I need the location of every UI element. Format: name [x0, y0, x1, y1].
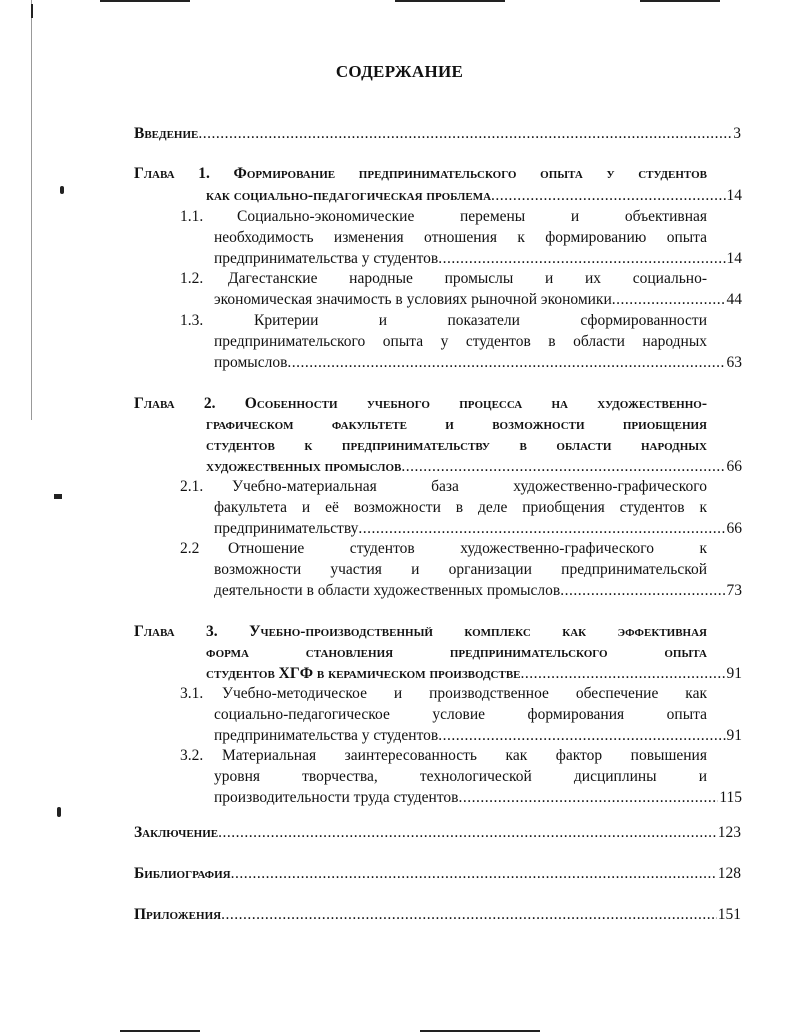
- section-3-2-title-cont: уровня творчества, технологической дисциплины и: [214, 768, 707, 785]
- toc-entry-2-2[interactable]: [214, 581, 742, 601]
- section-1-2-title-end: экономическая значимость в условиях рыночной экономики: [214, 291, 612, 308]
- toc-entry-1-2[interactable]: [214, 290, 742, 310]
- section-2-1-title-cont: факультета и её возможности в деле приобщения студентов к: [214, 499, 707, 516]
- leader-dots: [458, 788, 718, 808]
- page-title: СОДЕРЖАНИЕ: [335, 62, 464, 81]
- section-2-2-title[interactable]: Отношение студентов художественно-графического к: [228, 540, 707, 557]
- scan-bottom-line: [420, 1030, 540, 1032]
- toc-page-number: 151: [717, 906, 741, 923]
- toc-page-number: 123: [717, 824, 741, 841]
- toc-entry-bibliography[interactable]: [134, 864, 741, 884]
- chapter-2-title[interactable]: Глава 2. Особенности учебного процесса на художественно-: [134, 395, 707, 412]
- leader-dots: [358, 519, 725, 539]
- chapter-2-title-cont: графическом факультете и возможности приобщения: [206, 416, 707, 433]
- scan-top-line: [640, 0, 720, 2]
- section-1-3-title-cont: предпринимательского опыта у студентов в области народных: [214, 333, 707, 350]
- section-number: 2.2: [180, 540, 200, 557]
- section-1-2-title[interactable]: Дагестанские народные промыслы и их социально-: [228, 270, 707, 287]
- chapter-1-title-cont: как социально-педагогическая проблема: [206, 187, 492, 204]
- toc-entry-label: Библиография: [134, 865, 231, 882]
- chapter-2-title-end: художественных промыслов: [206, 458, 402, 475]
- toc-page-number: 115: [719, 789, 742, 806]
- toc-entry-2-1[interactable]: [214, 519, 742, 539]
- toc-page-number: 128: [717, 865, 741, 882]
- section-3-2-title[interactable]: Материальная заинтересованность как фактор повышения: [222, 747, 707, 764]
- toc-entry-chapter-3[interactable]: [206, 664, 742, 684]
- scan-top-line: [100, 0, 190, 2]
- toc-page-number: 3: [733, 125, 741, 142]
- scan-speck: [60, 186, 64, 194]
- toc-page-number: 14: [726, 250, 742, 267]
- toc-page-number: 63: [726, 354, 742, 371]
- scan-speck: [54, 494, 62, 499]
- chapter-3-title[interactable]: Глава 3. Учебно-производственный комплекс как эффективная: [134, 623, 707, 640]
- section-1-3-title[interactable]: Критерии и показатели сформированности: [254, 312, 707, 329]
- section-3-1-title-cont: социально-педагогическое условие формирования опыта: [214, 706, 707, 723]
- leader-dots: [438, 249, 725, 269]
- section-2-2-title-cont: возможности участия и организации предпринимательской: [214, 561, 707, 578]
- section-2-1-title-end: предпринимательству: [214, 520, 359, 537]
- toc-entry-chapter-2[interactable]: [206, 457, 742, 477]
- chapter-3-title-cont: форма становления предпринимательского опыта: [206, 644, 707, 661]
- section-1-1-title-cont: необходимость изменения отношения к формированию опыта: [214, 229, 707, 246]
- section-1-3-title-end: промыслов: [214, 354, 288, 371]
- section-1-1-title-end: предпринимательства у студентов: [214, 250, 439, 267]
- leader-dots: [287, 353, 725, 373]
- scan-top-line: [395, 0, 505, 2]
- toc-page-number: 91: [726, 727, 742, 744]
- leader-dots: [218, 823, 717, 843]
- section-number: 1.2.: [180, 270, 204, 287]
- section-number: 2.1.: [180, 478, 204, 495]
- chapter-1-title[interactable]: Глава 1. Формирование предпринимательского опыта у студентов: [134, 165, 707, 182]
- section-number: 1.1.: [180, 208, 204, 225]
- toc-page-number: 73: [726, 582, 742, 599]
- section-3-2-title-end: производительности труда студентов: [214, 789, 459, 806]
- toc-entry-label: Приложения: [134, 906, 222, 923]
- scan-bottom-line: [120, 1030, 200, 1032]
- toc-entry-3-1[interactable]: [214, 726, 742, 746]
- toc-entry-intro[interactable]: [134, 124, 741, 144]
- leader-dots: [612, 290, 726, 310]
- toc-entry-1-3[interactable]: [214, 353, 742, 373]
- chapter-2-title-cont: студентов к предпринимательству в области народных: [206, 437, 707, 454]
- toc-page-number: 91: [726, 665, 742, 682]
- toc-page-number: 44: [726, 291, 742, 308]
- leader-dots: [560, 581, 725, 601]
- leader-dots: [521, 664, 726, 684]
- leader-dots: [401, 457, 725, 477]
- leader-dots: [221, 905, 717, 925]
- toc-page-number: 66: [726, 458, 742, 475]
- section-number: 1.3.: [180, 312, 204, 329]
- section-2-2-title-end: деятельности в области художественных промыслов: [214, 582, 561, 599]
- section-number: 3.2.: [180, 747, 204, 764]
- leader-dots: [198, 124, 732, 144]
- section-1-1-title[interactable]: Социально-экономические перемены и объективная: [237, 208, 707, 225]
- toc-entry-appendices[interactable]: [134, 905, 741, 925]
- scan-speck: [57, 807, 61, 817]
- leader-dots: [491, 186, 725, 206]
- toc-page-number: 14: [726, 187, 742, 204]
- scan-edge-line: [31, 4, 33, 18]
- section-2-1-title[interactable]: Учебно-материальная база художественно-графического: [232, 478, 707, 495]
- toc-entry-3-2[interactable]: [214, 788, 742, 808]
- toc-entry-1-1[interactable]: [214, 249, 742, 269]
- toc-page-number: 66: [726, 520, 742, 537]
- toc-entry-label: Заключение: [134, 824, 219, 841]
- section-3-1-title[interactable]: Учебно-методическое и производственное обеспечение как: [222, 685, 707, 702]
- toc-entry-conclusion[interactable]: [134, 823, 741, 843]
- chapter-3-title-end: студентов ХГФ в керамическом производстве: [206, 665, 521, 682]
- leader-dots: [231, 864, 717, 884]
- toc-entry-chapter-1[interactable]: [206, 186, 742, 206]
- section-3-1-title-end: предпринимательства у студентов: [214, 727, 439, 744]
- toc-entry-label: Введение: [134, 125, 199, 142]
- leader-dots: [438, 726, 725, 746]
- section-number: 3.1.: [180, 685, 204, 702]
